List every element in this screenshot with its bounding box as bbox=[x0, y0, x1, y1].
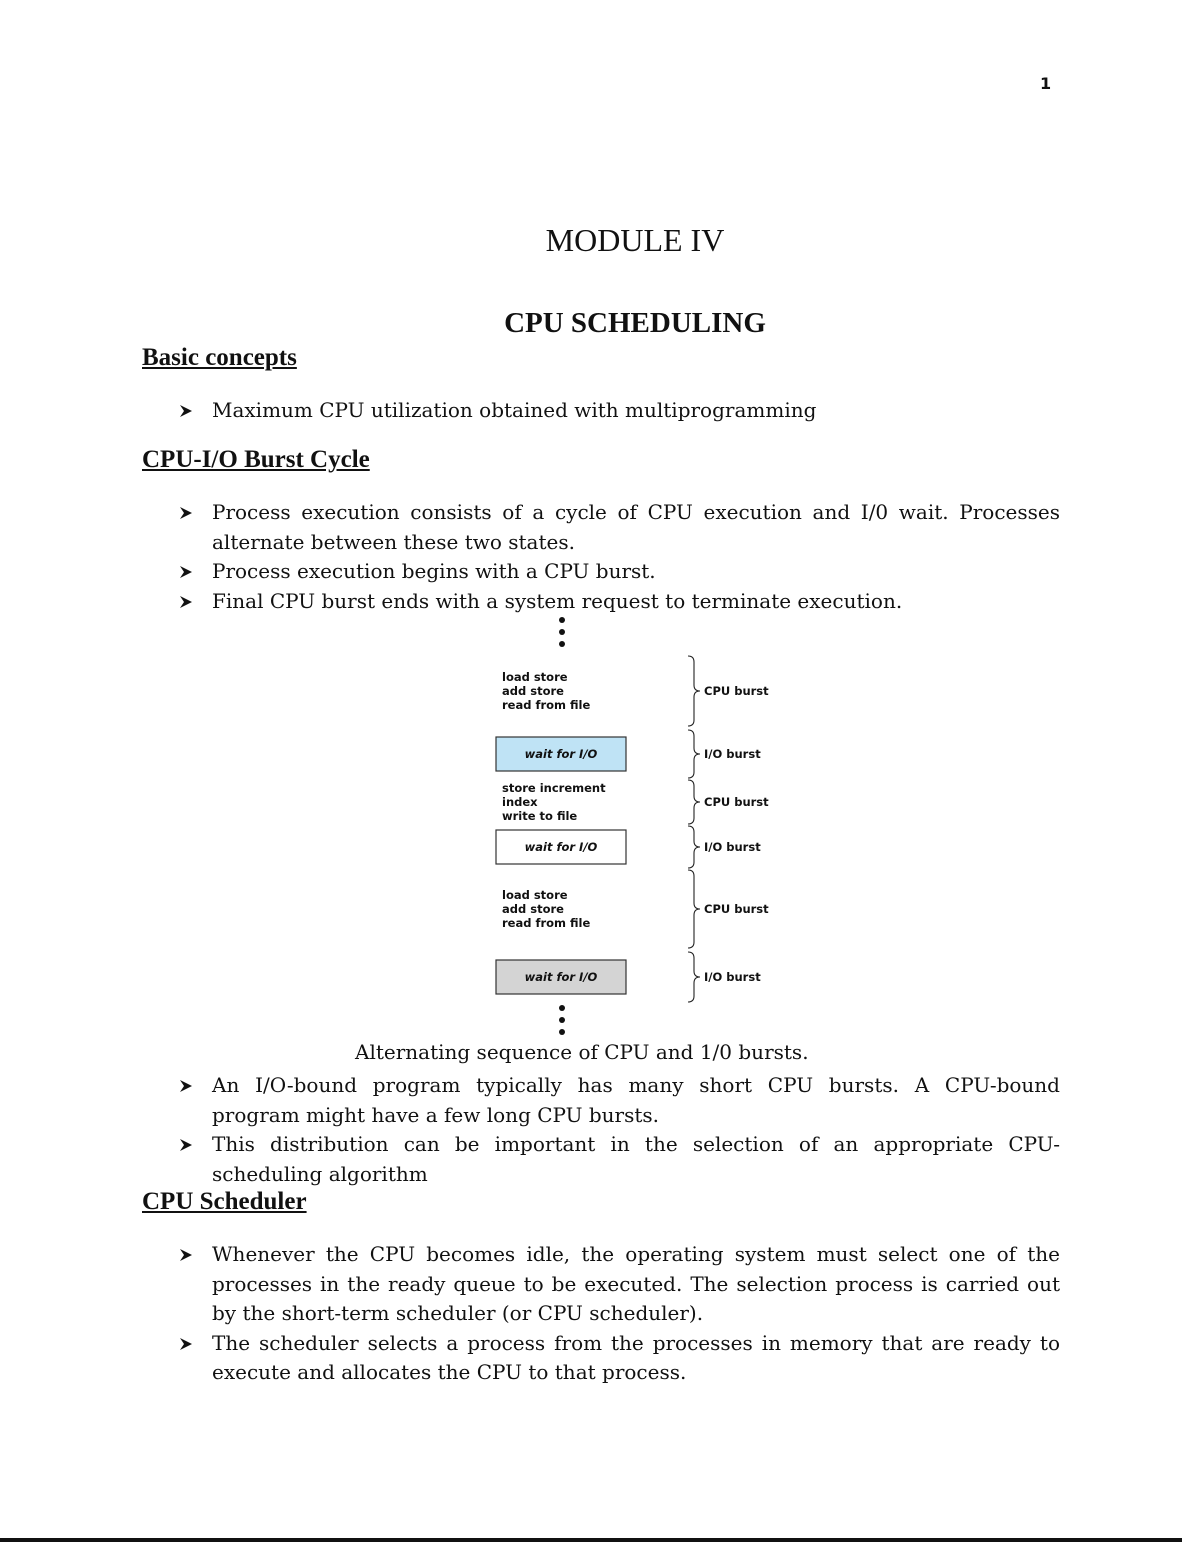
instruction-line: index bbox=[502, 795, 538, 809]
curly-brace bbox=[688, 952, 700, 1002]
arrow-bullet-icon bbox=[176, 498, 196, 527]
bullet-text: Process execution begins with a CPU burst. bbox=[212, 559, 656, 583]
cpu-burst-label: CPU burst bbox=[704, 902, 769, 916]
list-item bbox=[176, 396, 1060, 426]
arrow-bullet-icon bbox=[176, 396, 196, 425]
list-item bbox=[176, 498, 1060, 557]
burst-cycle-list-after bbox=[176, 1071, 1060, 1189]
io-burst-label: I/O burst bbox=[704, 840, 761, 854]
list-item bbox=[176, 1130, 1060, 1189]
burst-cycle-figure bbox=[470, 612, 810, 1042]
arrow-bullet-icon bbox=[176, 557, 196, 586]
instruction-line: load store bbox=[502, 670, 568, 684]
arrow-bullet-icon bbox=[176, 587, 196, 616]
list-item bbox=[176, 557, 1060, 587]
curly-brace bbox=[688, 730, 700, 778]
page-number: 1 bbox=[1040, 74, 1052, 93]
io-wait-label: wait for I/O bbox=[524, 840, 598, 854]
bullet-text: This distribution can be important in the selection of an appropriate CPU-scheduling algorithm bbox=[212, 1132, 1060, 1186]
section-heading-burst-cycle: CPU-I/O Burst Cycle bbox=[142, 446, 370, 473]
section-heading-basic-concepts: Basic concepts bbox=[142, 344, 297, 371]
ellipsis-top bbox=[559, 617, 565, 647]
instruction-line: load store bbox=[502, 888, 568, 902]
instruction-line: add store bbox=[502, 684, 564, 698]
arrow-bullet-icon bbox=[176, 1329, 196, 1358]
io-wait-label: wait for I/O bbox=[524, 970, 598, 984]
ellipsis-bottom bbox=[559, 1005, 565, 1035]
instruction-line: read from file bbox=[502, 698, 591, 712]
curly-brace bbox=[688, 870, 700, 948]
instruction-line: add store bbox=[502, 902, 564, 916]
cpu-burst-label: CPU burst bbox=[704, 795, 769, 809]
bullet-text: The scheduler selects a process from the processes in memory that are ready to execute and allocates the CPU to that process. bbox=[212, 1330, 1060, 1384]
arrow-bullet-icon bbox=[176, 1240, 196, 1269]
bullet-text: Maximum CPU utilization obtained with multiprogramming bbox=[212, 398, 817, 422]
instruction-line: store increment bbox=[502, 781, 606, 795]
cpu-scheduler-list bbox=[176, 1240, 1060, 1388]
arrow-bullet-icon bbox=[176, 1130, 196, 1159]
io-burst-label: I/O burst bbox=[704, 970, 761, 984]
bullet-text: An I/O-bound program typically has many short CPU bursts. A CPU-bound program might have a few long CPU bursts. bbox=[212, 1073, 1060, 1127]
bullet-text: Final CPU burst ends with a system request to terminate execution. bbox=[212, 588, 903, 613]
section-heading-cpu-scheduler: CPU Scheduler bbox=[142, 1188, 307, 1215]
figure-caption: Alternating sequence of CPU and 1/0 bursts. bbox=[355, 1040, 809, 1064]
curly-brace bbox=[688, 780, 700, 824]
instruction-line: read from file bbox=[502, 916, 591, 930]
curly-brace bbox=[688, 656, 700, 726]
basic-concepts-list bbox=[176, 396, 1060, 426]
curly-brace bbox=[688, 826, 700, 868]
bottom-rule bbox=[0, 1538, 1182, 1542]
bullet-text: Whenever the CPU becomes idle, the operating system must select one of the processes in the ready queue to be executed. The selection process is carried out by the short-term scheduler (or CPU scheduler). bbox=[212, 1242, 1060, 1325]
instruction-line: write to file bbox=[502, 809, 578, 823]
arrow-bullet-icon bbox=[176, 1071, 196, 1100]
list-item bbox=[176, 1071, 1060, 1130]
list-item bbox=[176, 1240, 1060, 1329]
module-title: MODULE IV bbox=[545, 222, 725, 258]
io-wait-label: wait for I/O bbox=[524, 747, 598, 761]
cpu-burst-label: CPU burst bbox=[704, 684, 769, 698]
list-item bbox=[176, 1329, 1060, 1388]
bullet-text: Process execution consists of a cycle of CPU execution and I/0 wait. Processes alternate between these two states. bbox=[212, 500, 1060, 554]
io-burst-label: I/O burst bbox=[704, 747, 761, 761]
burst-cycle-list bbox=[176, 498, 1060, 616]
chapter-title: CPU SCHEDULING bbox=[504, 307, 766, 339]
